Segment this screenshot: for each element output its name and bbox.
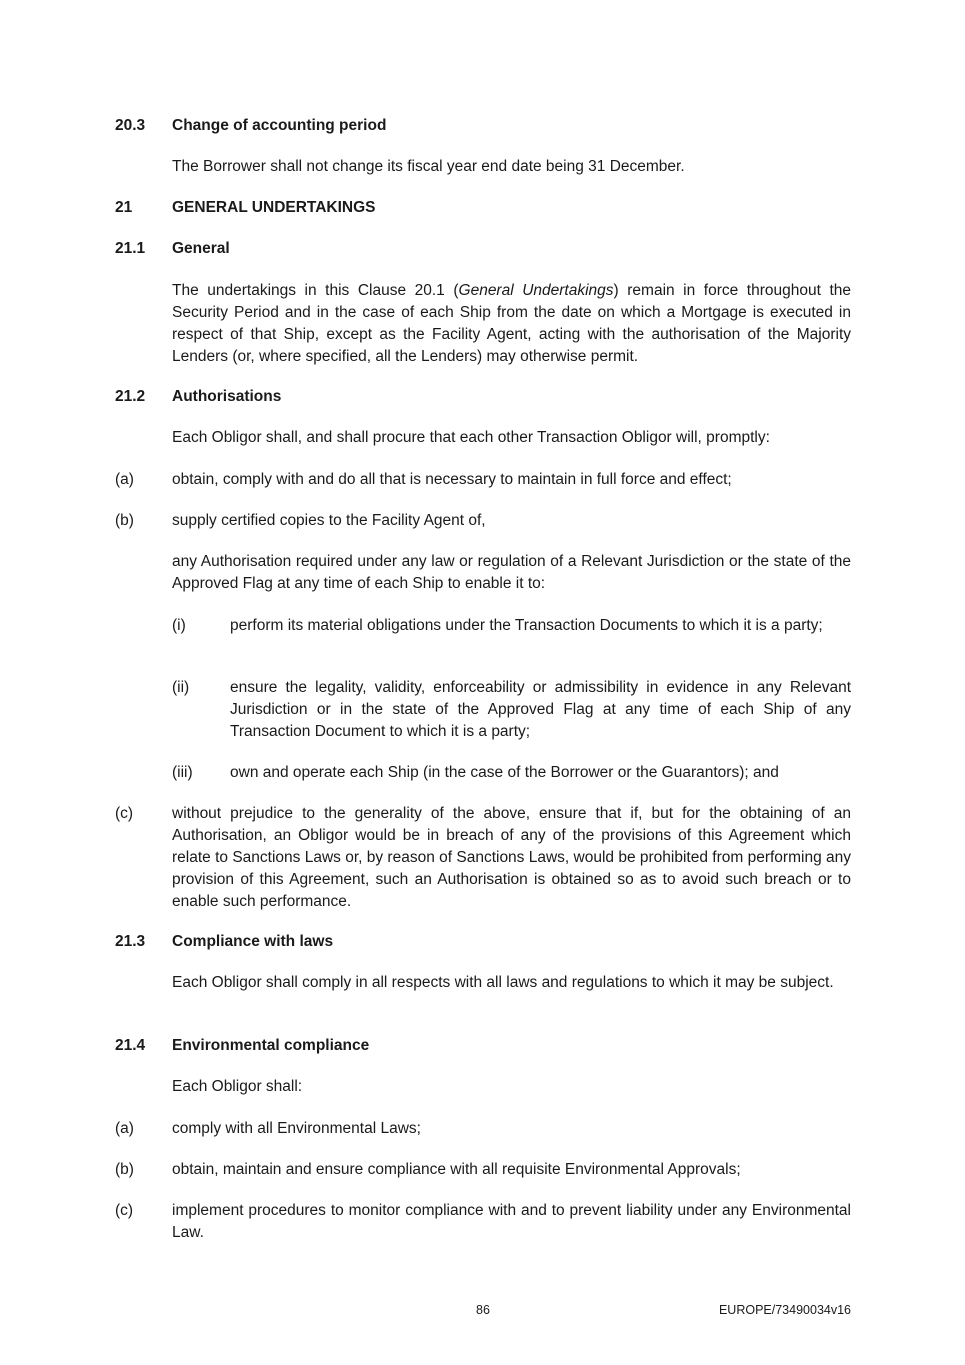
clause-21-2-b-label: (b) <box>115 512 134 529</box>
clause-21-2-number: 21.2 <box>115 388 146 405</box>
clause-21-2-a-text: obtain, comply with and do all that is necessary to maintain in full force and effect; <box>172 471 732 488</box>
clause-21-1-italic-term: General Undertakings <box>458 282 614 299</box>
clause-21-2-iii-label: (iii) <box>172 764 193 781</box>
clause-21-4-number: 21.4 <box>115 1037 146 1054</box>
clause-21-2-intro: Each Obligor shall, and shall procure that each other Transaction Obligor will, promptly: <box>172 429 770 446</box>
clause-21-2-continuation: any Authorisation required under any law or regulation of a Relevant Jurisdiction or the state of the Approved Flag at any time of each Ship to enable it to: <box>172 553 851 592</box>
clause-21-4-heading: Environmental compliance <box>172 1037 370 1054</box>
clause-21-1-text <box>172 280 851 368</box>
page-number: 86 <box>476 1303 490 1317</box>
clause-21-heading: GENERAL UNDERTAKINGS <box>172 199 376 216</box>
clause-21-1-heading: General <box>172 240 230 257</box>
clause-21-2-c-label: (c) <box>115 805 134 822</box>
clause-21-2-i-label: (i) <box>172 617 186 634</box>
clause-21-4-b-text: obtain, maintain and ensure compliance with all requisite Environmental Approvals; <box>172 1161 741 1178</box>
clause-21-4-a-label: (a) <box>115 1120 134 1137</box>
clause-20-3-heading: Change of accounting period <box>172 117 387 134</box>
clause-21-4-c-label: (c) <box>115 1202 134 1219</box>
clause-21-4-intro: Each Obligor shall: <box>172 1078 303 1095</box>
clause-21-2-a-label: (a) <box>115 471 134 488</box>
clause-21-2-iii-text: own and operate each Ship (in the case of the Borrower or the Guarantors); and <box>230 764 779 781</box>
clause-21-2-c-text: without prejudice to the generality of the above, ensure that if, but for the obtaining of an Authorisation, an Obligor would be in breach of any of the provisions of this Agreement which relate to Sanctions Laws or, by reason of Sanctions Laws, would be prohibited from performing any provision of this Agreement, such an Authorisation is obtained so as to avoid such breach or to enable such performance. <box>172 805 851 910</box>
clause-21-2-ii-text: ensure the legality, validity, enforceability or admissibility in evidence in any Relevant Jurisdiction or in the state of the Approved Flag at any time of each Ship of any Transaction Document to which it is a party; <box>230 679 851 740</box>
clause-21-1-text-end: ) remain in force throughout the Security Period and in the case of each Ship from the date on which a Mortgage is executed in respect of that Ship, except as the Facility Agent, acting with the authorisation of the Majority Lenders (or, where specified, all the Lenders) may otherwise permit. <box>172 282 852 365</box>
clause-21-2-ii-label: (ii) <box>172 679 190 696</box>
clause-21-3-text: Each Obligor shall comply in all respects with all laws and regulations to which it may be subject. <box>172 974 834 991</box>
clause-21-2-i-text: perform its material obligations under the Transaction Documents to which it is a party; <box>230 617 823 634</box>
clause-20-3-number: 20.3 <box>115 117 146 134</box>
clause-21-2-heading: Authorisations <box>172 388 282 405</box>
clause-21-3-heading: Compliance with laws <box>172 933 334 950</box>
clause-21-2-b-text: supply certified copies to the Facility Agent of, <box>172 512 486 529</box>
clause-21-1-number: 21.1 <box>115 240 146 257</box>
clause-21-number: 21 <box>115 199 133 216</box>
clause-21-4-c-text: implement procedures to monitor compliance with and to prevent liability under any Environmental Law. <box>172 1202 851 1241</box>
clause-21-4-b-label: (b) <box>115 1161 134 1178</box>
clause-21-3-number: 21.3 <box>115 933 146 950</box>
document-reference: EUROPE/73490034v16 <box>718 1303 851 1317</box>
clause-20-3-text: The Borrower shall not change its fiscal year end date being 31 December. <box>172 158 685 175</box>
clause-21-4-a-text: comply with all Environmental Laws; <box>172 1120 421 1137</box>
clause-21-1-text-start: The undertakings in this Clause 20.1 ( <box>172 282 459 299</box>
